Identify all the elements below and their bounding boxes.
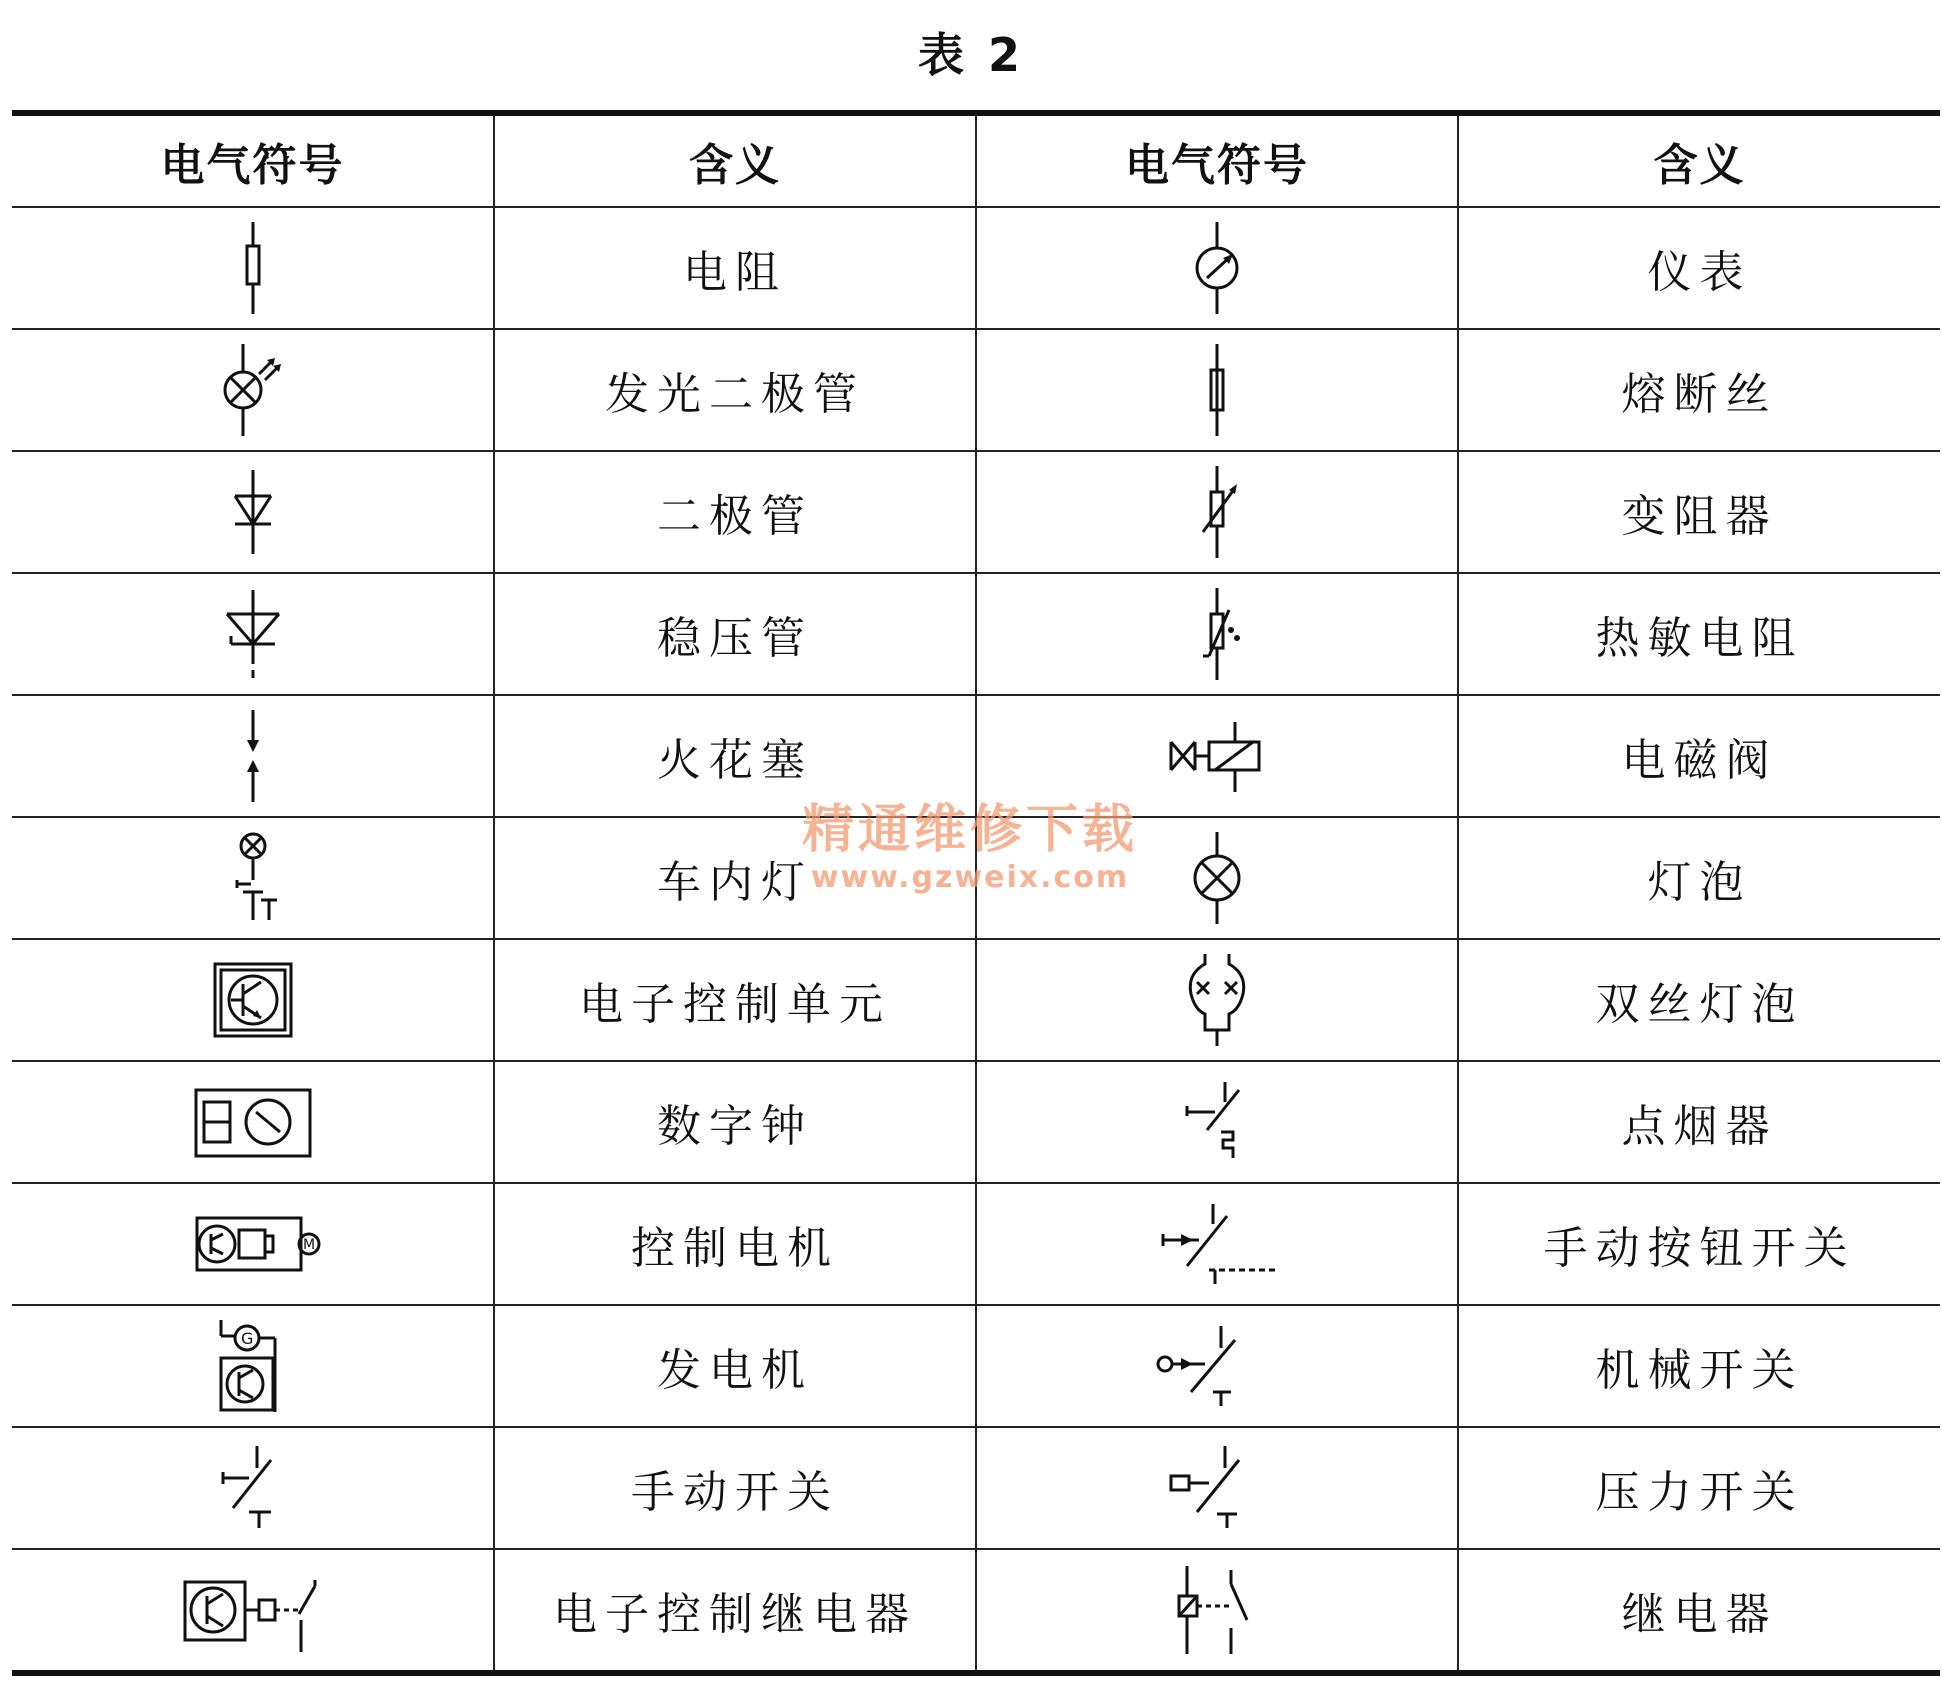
ecu-icon: [12, 939, 494, 1061]
meaning-cell: 灯泡: [1458, 817, 1940, 939]
watermark-url: www.gzweix.com: [810, 860, 1130, 895]
meaning-cell: 车内灯: [494, 817, 976, 939]
thermistor-icon: [976, 573, 1458, 695]
table-header-row: [12, 113, 1940, 207]
meaning-cell: 控制电机: [494, 1183, 976, 1305]
digital-clock-icon: [12, 1061, 494, 1183]
interior-lamp-icon: [12, 817, 494, 939]
table-row: [12, 817, 1940, 939]
watermark-text: 精通维修下载: [801, 799, 1138, 860]
table-row: [12, 695, 1940, 817]
diode-icon: [12, 451, 494, 573]
header-meaning-left: 含义: [494, 113, 976, 207]
meaning-cell: 压力开关: [1458, 1427, 1940, 1549]
cigarette-lighter-icon: [976, 1061, 1458, 1183]
table-row: [12, 573, 1940, 695]
meaning-cell: 仪表: [1458, 207, 1940, 329]
control-motor-icon: [12, 1183, 494, 1305]
meaning-cell: 电磁阀: [1458, 695, 1940, 817]
meaning-cell: 火花塞: [494, 695, 976, 817]
table-row: [12, 1183, 1940, 1305]
meaning-cell: 电子控制单元: [494, 939, 976, 1061]
meaning-cell: 稳压管: [494, 573, 976, 695]
table-row: [12, 1305, 1940, 1427]
table-title: 表 2: [917, 28, 1025, 82]
spark-plug-icon: [12, 695, 494, 817]
meaning-cell: 数字钟: [494, 1061, 976, 1183]
push-button-switch-icon: [976, 1183, 1458, 1305]
meaning-cell: 变阻器: [1458, 451, 1940, 573]
meaning-cell: 继电器: [1458, 1549, 1940, 1673]
meaning-cell: 手动开关: [494, 1427, 976, 1549]
resistor-icon: [12, 207, 494, 329]
meaning-cell: 熔断丝: [1458, 329, 1940, 451]
electronic-relay-icon: [12, 1549, 494, 1673]
zener-diode-icon: [12, 573, 494, 695]
generator-icon: [12, 1305, 494, 1427]
manual-switch-icon: [12, 1427, 494, 1549]
meaning-cell: 手动按钮开关: [1458, 1183, 1940, 1305]
meaning-cell: 双丝灯泡: [1458, 939, 1940, 1061]
header-symbol-left: 电气符号: [12, 113, 494, 207]
table-row: [12, 1549, 1940, 1673]
meaning-cell: 机械开关: [1458, 1305, 1940, 1427]
meaning-cell: 热敏电阻: [1458, 573, 1940, 695]
svg-text:M: M: [302, 1237, 315, 1253]
symbol-table: [12, 110, 1940, 1676]
fuse-icon: [976, 329, 1458, 451]
bulb-icon: [976, 817, 1458, 939]
led-icon: [12, 329, 494, 451]
meaning-cell: 发光二极管: [494, 329, 976, 451]
table-row: [12, 329, 1940, 451]
meter-icon: [976, 207, 1458, 329]
table-row: [12, 451, 1940, 573]
pressure-switch-icon: [976, 1427, 1458, 1549]
header-meaning-right: 含义: [1458, 113, 1940, 207]
meaning-cell: 二极管: [494, 451, 976, 573]
svg-text:G: G: [240, 1329, 253, 1348]
table-row: [12, 1427, 1940, 1549]
solenoid-valve-icon: [976, 695, 1458, 817]
meaning-cell: 电阻: [494, 207, 976, 329]
table-row: [12, 939, 1940, 1061]
relay-icon: [976, 1549, 1458, 1673]
dual-filament-bulb-icon: [976, 939, 1458, 1061]
meaning-cell: 电子控制继电器: [494, 1549, 976, 1673]
rheostat-icon: [976, 451, 1458, 573]
table-row: [12, 207, 1940, 329]
table-row: [12, 1061, 1940, 1183]
meaning-cell: 点烟器: [1458, 1061, 1940, 1183]
header-symbol-right: 电气符号: [976, 113, 1458, 207]
mechanical-switch-icon: [976, 1305, 1458, 1427]
meaning-cell: 发电机: [494, 1305, 976, 1427]
